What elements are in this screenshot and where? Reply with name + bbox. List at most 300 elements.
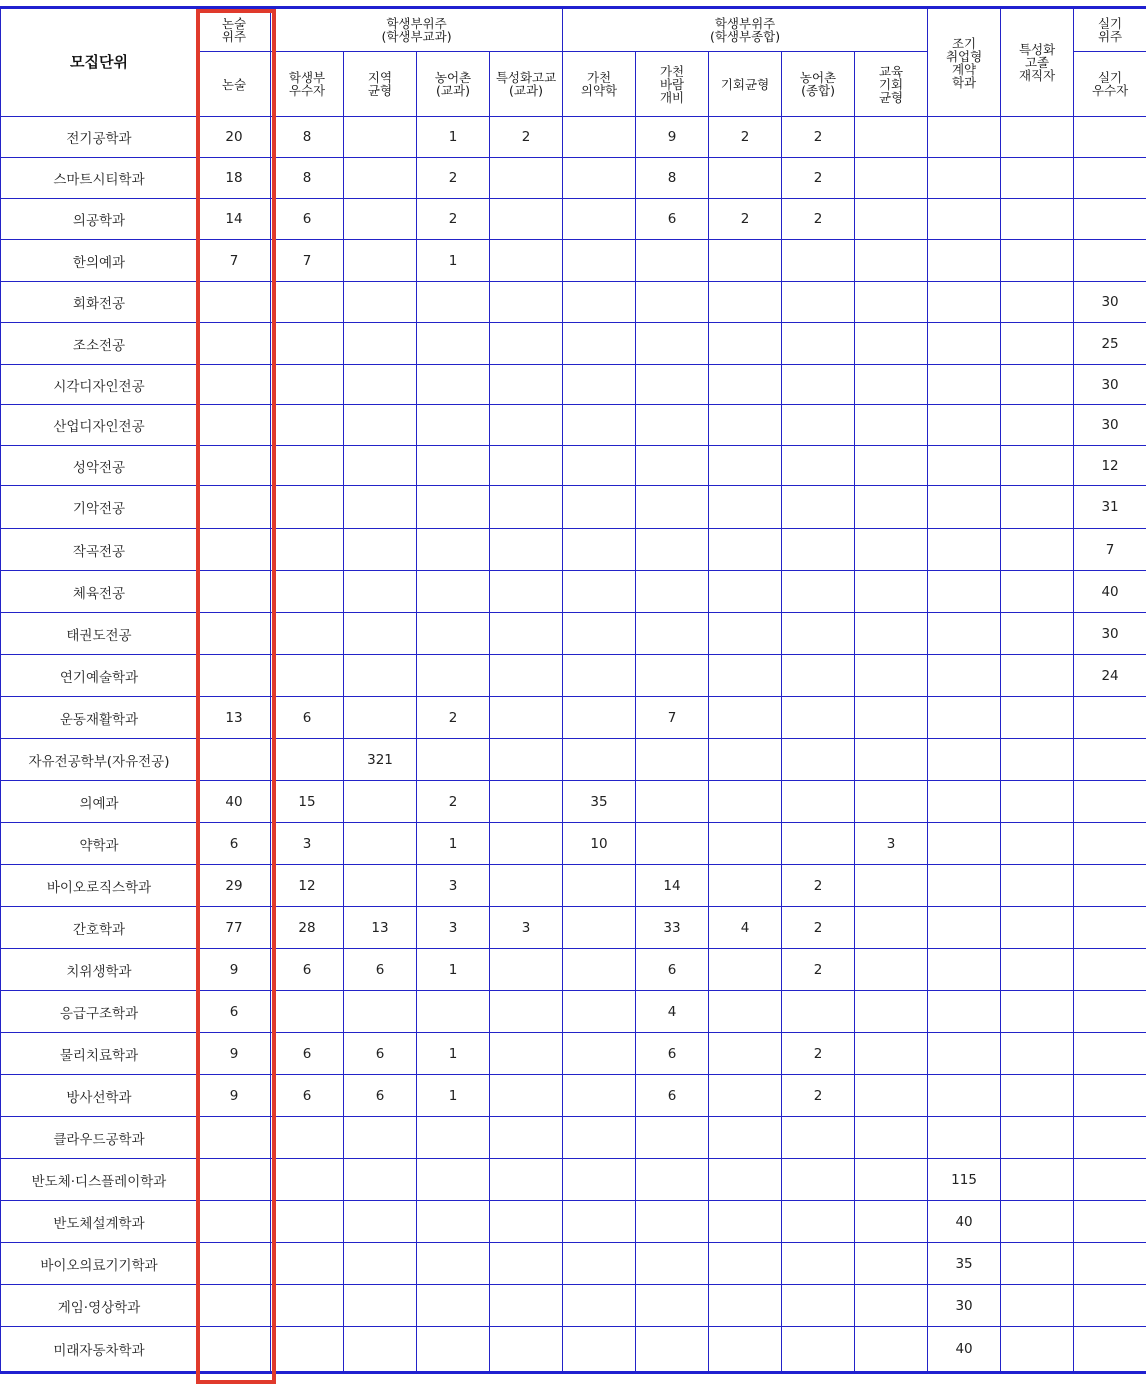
quota-cell — [709, 446, 782, 486]
quota-cell — [709, 739, 782, 781]
quota-cell — [198, 323, 271, 365]
table-row — [1, 1117, 1146, 1159]
quota-cell — [563, 158, 636, 199]
quota-cell — [1001, 823, 1074, 865]
header-group-specialized-graduate-employee: 특성화 고졸 재직자 — [1001, 8, 1074, 117]
quota-cell — [928, 405, 1001, 446]
unit-name-cell: 바이오의료기기학과 — [1, 1243, 198, 1285]
header-sub-essay: 논술 — [198, 52, 271, 117]
quota-cell: 6 — [271, 1033, 344, 1075]
quota-cell — [490, 1201, 563, 1243]
table-row — [1, 446, 1146, 486]
quota-cell: 40 — [928, 1327, 1001, 1373]
quota-cell: 6 — [271, 1075, 344, 1117]
table-row — [1, 1243, 1146, 1285]
table-row — [1, 739, 1146, 781]
quota-cell: 3 — [271, 823, 344, 865]
quota-cell — [1001, 323, 1074, 365]
quota-cell — [271, 1243, 344, 1285]
quota-cell — [344, 1243, 417, 1285]
quota-cell — [782, 613, 855, 655]
unit-name-cell: 태권도전공 — [1, 613, 198, 655]
quota-cell — [344, 446, 417, 486]
quota-cell: 30 — [1074, 613, 1146, 655]
quota-cell — [1001, 613, 1074, 655]
quota-cell — [782, 240, 855, 282]
quota-cell: 6 — [271, 697, 344, 739]
quota-cell — [563, 613, 636, 655]
header-group-early-employment-contract: 조기 취업형 계약 학과 — [928, 8, 1001, 117]
quota-cell — [1001, 739, 1074, 781]
quota-cell — [1001, 1075, 1074, 1117]
quota-cell — [490, 446, 563, 486]
quota-cell — [490, 323, 563, 365]
quota-cell — [1001, 949, 1074, 991]
quota-cell — [417, 323, 490, 365]
unit-name-cell: 반도체설계학과 — [1, 1201, 198, 1243]
quota-cell — [855, 739, 928, 781]
quota-cell — [271, 655, 344, 697]
quota-cell: 2 — [782, 949, 855, 991]
quota-cell — [563, 907, 636, 949]
quota-cell: 6 — [271, 199, 344, 240]
quota-cell — [1001, 1159, 1074, 1201]
table-row — [1, 655, 1146, 697]
quota-cell — [636, 282, 709, 323]
quota-cell — [563, 991, 636, 1033]
quota-cell: 8 — [636, 158, 709, 199]
table-row — [1, 991, 1146, 1033]
quota-cell — [636, 823, 709, 865]
quota-cell — [417, 991, 490, 1033]
quota-cell — [417, 529, 490, 571]
quota-cell: 29 — [198, 865, 271, 907]
quota-cell: 2 — [417, 697, 490, 739]
quota-cell — [563, 1033, 636, 1075]
quota-cell — [344, 697, 417, 739]
quota-cell — [1074, 1159, 1146, 1201]
unit-name-cell: 응급구조학과 — [1, 991, 198, 1033]
quota-cell — [928, 158, 1001, 199]
quota-cell — [782, 655, 855, 697]
quota-cell — [1001, 1033, 1074, 1075]
quota-cell: 7 — [271, 240, 344, 282]
quota-cell — [855, 529, 928, 571]
quota-cell: 6 — [271, 949, 344, 991]
table-row — [1, 571, 1146, 613]
quota-cell — [928, 823, 1001, 865]
quota-cell — [563, 1159, 636, 1201]
unit-name-cell: 스마트시티학과 — [1, 158, 198, 199]
quota-cell — [563, 405, 636, 446]
quota-cell — [782, 529, 855, 571]
quota-cell — [636, 446, 709, 486]
quota-cell: 6 — [344, 1033, 417, 1075]
quota-cell — [709, 697, 782, 739]
quota-cell — [1074, 949, 1146, 991]
quota-cell: 2 — [782, 199, 855, 240]
quota-cell — [417, 405, 490, 446]
quota-cell — [1074, 739, 1146, 781]
quota-cell — [271, 613, 344, 655]
quota-cell — [1074, 240, 1146, 282]
unit-name-cell: 물리치료학과 — [1, 1033, 198, 1075]
quota-cell — [490, 739, 563, 781]
quota-cell — [709, 1201, 782, 1243]
quota-cell — [928, 446, 1001, 486]
header-group-practical: 실기 위주 — [1074, 8, 1146, 52]
quota-cell — [271, 529, 344, 571]
quota-cell — [563, 1117, 636, 1159]
quota-cell: 14 — [636, 865, 709, 907]
quota-cell: 1 — [417, 240, 490, 282]
quota-cell — [271, 1201, 344, 1243]
quota-cell — [271, 991, 344, 1033]
quota-cell: 13 — [344, 907, 417, 949]
quota-cell — [490, 282, 563, 323]
quota-cell — [198, 446, 271, 486]
quota-cell: 33 — [636, 907, 709, 949]
unit-name-cell: 게임·영상학과 — [1, 1285, 198, 1327]
quota-cell — [490, 486, 563, 529]
header-sub-specialized-hs-subject: 특성화고교 (교과) — [490, 52, 563, 117]
quota-cell — [271, 1159, 344, 1201]
quota-cell — [490, 1033, 563, 1075]
table-row — [1, 405, 1146, 446]
quota-cell — [271, 365, 344, 405]
quota-cell — [1001, 1285, 1074, 1327]
quota-cell — [490, 240, 563, 282]
table-row — [1, 486, 1146, 529]
quota-cell: 3 — [417, 907, 490, 949]
quota-cell — [1001, 991, 1074, 1033]
quota-cell — [563, 282, 636, 323]
quota-cell — [855, 199, 928, 240]
quota-cell — [855, 991, 928, 1033]
quota-cell — [344, 613, 417, 655]
quota-cell: 115 — [928, 1159, 1001, 1201]
quota-cell — [928, 991, 1001, 1033]
quota-cell — [417, 1201, 490, 1243]
quota-cell: 7 — [636, 697, 709, 739]
quota-cell — [636, 1117, 709, 1159]
quota-cell — [490, 865, 563, 907]
quota-cell — [782, 1117, 855, 1159]
quota-cell: 4 — [636, 991, 709, 1033]
quota-cell — [636, 323, 709, 365]
unit-name-cell: 바이오로직스학과 — [1, 865, 198, 907]
quota-cell — [782, 991, 855, 1033]
unit-name-cell: 치위생학과 — [1, 949, 198, 991]
quota-cell — [855, 365, 928, 405]
quota-cell — [782, 1159, 855, 1201]
quota-cell: 2 — [782, 117, 855, 158]
quota-cell — [271, 571, 344, 613]
quota-cell — [1074, 781, 1146, 823]
header-sub-practical-excellent: 실기 우수자 — [1074, 52, 1146, 117]
quota-cell — [855, 907, 928, 949]
table-row — [1, 199, 1146, 240]
quota-cell: 10 — [563, 823, 636, 865]
quota-cell — [928, 613, 1001, 655]
quota-cell — [1074, 117, 1146, 158]
quota-cell — [928, 529, 1001, 571]
quota-cell — [563, 446, 636, 486]
quota-cell — [709, 1243, 782, 1285]
quota-cell: 15 — [271, 781, 344, 823]
unit-name-cell: 기악전공 — [1, 486, 198, 529]
quota-cell: 1 — [417, 1033, 490, 1075]
quota-cell — [855, 117, 928, 158]
quota-cell — [1001, 571, 1074, 613]
quota-cell — [928, 697, 1001, 739]
quota-cell — [855, 158, 928, 199]
unit-name-cell: 방사선학과 — [1, 1075, 198, 1117]
quota-cell: 6 — [636, 199, 709, 240]
quota-cell — [709, 571, 782, 613]
quota-cell — [855, 446, 928, 486]
quota-cell — [490, 199, 563, 240]
quota-cell — [490, 529, 563, 571]
unit-name-cell: 조소전공 — [1, 323, 198, 365]
quota-cell — [198, 1285, 271, 1327]
quota-cell — [928, 907, 1001, 949]
quota-cell — [1074, 865, 1146, 907]
quota-cell — [1001, 781, 1074, 823]
quota-cell: 30 — [1074, 405, 1146, 446]
quota-cell — [344, 781, 417, 823]
quota-cell — [490, 655, 563, 697]
quota-cell — [1074, 991, 1146, 1033]
quota-cell — [490, 571, 563, 613]
quota-cell: 2 — [782, 158, 855, 199]
quota-cell — [198, 739, 271, 781]
quota-cell — [855, 240, 928, 282]
quota-cell — [855, 405, 928, 446]
quota-cell — [855, 1243, 928, 1285]
quota-cell: 2 — [782, 1033, 855, 1075]
quota-cell: 12 — [271, 865, 344, 907]
header-sub-rural-subject: 농어촌 (교과) — [417, 52, 490, 117]
quota-cell — [344, 865, 417, 907]
quota-cell — [1001, 655, 1074, 697]
quota-cell — [417, 1117, 490, 1159]
quota-cell — [344, 655, 417, 697]
quota-cell — [782, 446, 855, 486]
quota-cell — [709, 1285, 782, 1327]
quota-cell: 30 — [928, 1285, 1001, 1327]
table-row — [1, 1201, 1146, 1243]
quota-cell — [417, 655, 490, 697]
quota-cell — [709, 240, 782, 282]
quota-cell — [855, 1285, 928, 1327]
quota-cell — [1074, 1285, 1146, 1327]
quota-cell — [1001, 365, 1074, 405]
quota-cell — [855, 1075, 928, 1117]
header-sub-regional-balance: 지역 균형 — [344, 52, 417, 117]
quota-cell — [1074, 823, 1146, 865]
quota-cell — [563, 655, 636, 697]
quota-cell — [198, 1327, 271, 1373]
quota-cell: 1 — [417, 117, 490, 158]
quota-cell — [782, 365, 855, 405]
unit-name-cell: 운동재활학과 — [1, 697, 198, 739]
quota-cell: 6 — [198, 991, 271, 1033]
unit-name-cell: 클라우드공학과 — [1, 1117, 198, 1159]
header-sub-education-opportunity: 교육 기회 균형 — [855, 52, 928, 117]
quota-cell — [1001, 405, 1074, 446]
quota-cell — [855, 781, 928, 823]
quota-cell — [1074, 1075, 1146, 1117]
quota-cell — [198, 405, 271, 446]
quota-cell — [1001, 907, 1074, 949]
quota-cell — [271, 282, 344, 323]
quota-cell — [709, 823, 782, 865]
unit-name-cell: 의예과 — [1, 781, 198, 823]
quota-cell — [636, 1243, 709, 1285]
quota-cell: 30 — [1074, 282, 1146, 323]
quota-cell — [636, 1201, 709, 1243]
unit-name-cell: 체육전공 — [1, 571, 198, 613]
quota-cell — [928, 323, 1001, 365]
unit-name-cell: 간호학과 — [1, 907, 198, 949]
quota-cell: 77 — [198, 907, 271, 949]
quota-cell: 1 — [417, 823, 490, 865]
quota-cell — [490, 1075, 563, 1117]
quota-cell: 2 — [782, 865, 855, 907]
quota-cell — [417, 571, 490, 613]
quota-cell — [782, 1243, 855, 1285]
quota-cell — [563, 1243, 636, 1285]
quota-cell — [928, 781, 1001, 823]
quota-cell — [417, 613, 490, 655]
table-row — [1, 907, 1146, 949]
quota-cell: 9 — [636, 117, 709, 158]
quota-cell — [636, 739, 709, 781]
table-row — [1, 1285, 1146, 1327]
header-sub-gachon-pinwheel: 가천 바람 개비 — [636, 52, 709, 117]
quota-cell — [417, 446, 490, 486]
quota-cell — [198, 571, 271, 613]
header-sub-record-excellent: 학생부 우수자 — [271, 52, 344, 117]
quota-cell — [344, 199, 417, 240]
quota-cell — [709, 991, 782, 1033]
quota-cell — [344, 117, 417, 158]
quota-cell — [490, 781, 563, 823]
quota-cell — [928, 486, 1001, 529]
quota-cell — [636, 571, 709, 613]
quota-cell: 2 — [709, 199, 782, 240]
table-row — [1, 1327, 1146, 1373]
quota-cell — [490, 365, 563, 405]
quota-cell — [855, 655, 928, 697]
table-row — [1, 781, 1146, 823]
quota-cell — [709, 613, 782, 655]
quota-cell — [709, 1075, 782, 1117]
quota-cell — [709, 949, 782, 991]
quota-cell — [1074, 1243, 1146, 1285]
quota-cell — [417, 1243, 490, 1285]
quota-cell: 2 — [490, 117, 563, 158]
quota-cell — [928, 117, 1001, 158]
quota-cell — [782, 571, 855, 613]
quota-cell — [1074, 697, 1146, 739]
quota-cell — [563, 117, 636, 158]
quota-cell: 40 — [198, 781, 271, 823]
quota-cell: 18 — [198, 158, 271, 199]
table-row — [1, 282, 1146, 323]
quota-cell: 40 — [928, 1201, 1001, 1243]
quota-cell — [417, 365, 490, 405]
quota-cell: 6 — [344, 949, 417, 991]
quota-cell — [563, 1075, 636, 1117]
quota-cell — [782, 1285, 855, 1327]
quota-cell: 6 — [198, 823, 271, 865]
quota-cell — [344, 323, 417, 365]
quota-cell — [198, 486, 271, 529]
quota-cell — [344, 1327, 417, 1373]
quota-cell — [198, 1159, 271, 1201]
quota-cell — [344, 529, 417, 571]
unit-name-cell: 회화전공 — [1, 282, 198, 323]
quota-cell — [1001, 117, 1074, 158]
quota-cell: 14 — [198, 199, 271, 240]
unit-name-cell: 산업디자인전공 — [1, 405, 198, 446]
quota-cell — [344, 991, 417, 1033]
quota-cell — [198, 1201, 271, 1243]
table-body — [1, 117, 1146, 1373]
quota-cell — [709, 486, 782, 529]
quota-cell — [1001, 1327, 1074, 1373]
quota-cell — [928, 1075, 1001, 1117]
quota-cell — [563, 697, 636, 739]
quota-cell — [782, 739, 855, 781]
quota-cell — [709, 865, 782, 907]
quota-cell — [855, 1033, 928, 1075]
quota-cell — [782, 323, 855, 365]
quota-cell — [636, 365, 709, 405]
quota-cell — [855, 1201, 928, 1243]
quota-cell — [709, 529, 782, 571]
table-row — [1, 529, 1146, 571]
quota-cell — [855, 571, 928, 613]
quota-cell — [1074, 907, 1146, 949]
quota-cell — [636, 1285, 709, 1327]
quota-cell — [1074, 1117, 1146, 1159]
quota-cell: 2 — [417, 199, 490, 240]
quota-cell — [563, 1327, 636, 1373]
header-sub-opportunity-balance: 기회균형 — [709, 52, 782, 117]
quota-cell — [928, 1117, 1001, 1159]
unit-name-cell: 자유전공학부(자유전공) — [1, 739, 198, 781]
quota-cell — [344, 158, 417, 199]
quota-cell — [1001, 865, 1074, 907]
quota-cell: 8 — [271, 117, 344, 158]
quota-cell — [1074, 199, 1146, 240]
quota-cell — [490, 1159, 563, 1201]
quota-cell — [198, 282, 271, 323]
quota-cell — [709, 1033, 782, 1075]
quota-cell — [417, 739, 490, 781]
quota-cell: 321 — [344, 739, 417, 781]
quota-cell: 2 — [709, 117, 782, 158]
quota-cell — [271, 1327, 344, 1373]
quota-cell — [1001, 158, 1074, 199]
table-row — [1, 365, 1146, 405]
quota-cell — [1074, 1201, 1146, 1243]
quota-cell — [709, 1159, 782, 1201]
table-row — [1, 1159, 1146, 1201]
